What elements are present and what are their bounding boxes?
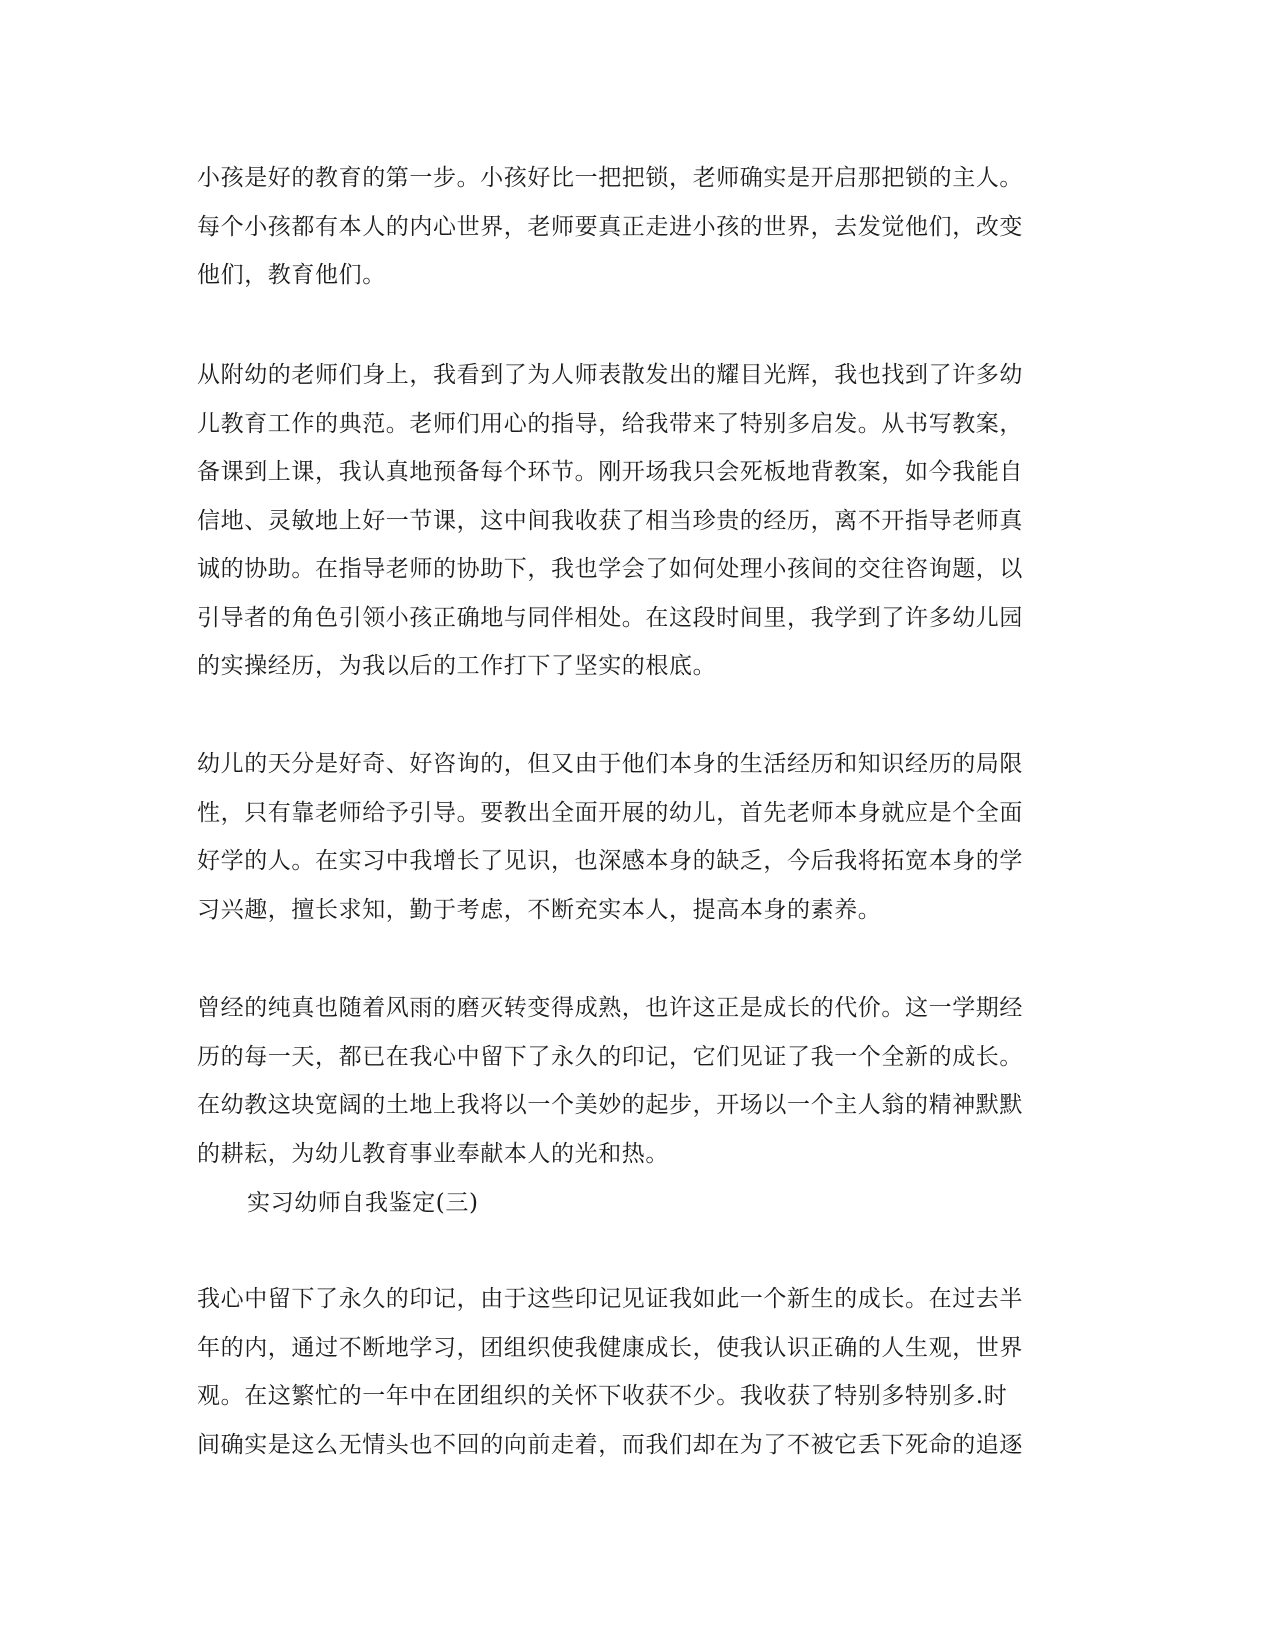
paragraph-5	[197, 1275, 1077, 1469]
text-line: 幼儿的天分是好奇、好咨询的，但又由于他们本身的生活经历和知识经历的局限	[197, 751, 1023, 777]
text-line: 从附幼的老师们身上，我看到了为人师表散发出的耀目光辉，我也找到了许多幼	[197, 362, 1023, 388]
text-line: 的实操经历，为我以后的工作打下了坚实的根底。	[197, 653, 717, 679]
text-line: 信地、灵敏地上好一节课，这中间我收获了相当珍贵的经历，离不开指导老师真	[197, 507, 1023, 534]
text-line: 观。在这繁忙的一年中在团组织的关怀下收获不少。我收获了特别多特别多.时	[197, 1383, 1008, 1409]
text-line: 每个小孩都有本人的内心世界，老师要真正走进小孩的世界，去发觉他们，改变	[197, 213, 1023, 240]
text-line: 小孩是好的教育的第一步。小孩好比一把把锁，老师确实是开启那把锁的主人。	[197, 165, 1023, 191]
paragraph-3	[197, 740, 1077, 934]
paragraph-1	[197, 154, 1077, 300]
text-line: 的耕耘，为幼儿教育事业奉献本人的光和热。	[197, 1140, 669, 1167]
text-line: 年的内，通过不断地学习，团组织使我健康成长，使我认识正确的人生观，世界	[197, 1334, 1023, 1361]
text-line: 备课到上课，我认真地预备每个环节。刚开场我只会死板地背教案，如今我能自	[197, 459, 1023, 485]
text-line: 引导者的角色引领小孩正确地与同伴相处。在这段时间里，我学到了许多幼儿园	[197, 604, 1023, 631]
text-line: 间确实是这么无情头也不回的向前走着，而我们却在为了不被它丢下死命的追逐	[197, 1431, 1023, 1458]
text-line: 诚的协助。在指导老师的协助下，我也学会了如何处理小孩间的交往咨询题，以	[197, 556, 1023, 582]
text-line: 儿教育工作的典范。老师们用心的指导，给我带来了特别多启发。从书写教案，	[197, 410, 1023, 437]
text-line: 曾经的纯真也随着风雨的磨灭转变得成熟，也许这正是成长的代价。这一学期经	[197, 995, 1023, 1021]
paragraph-2	[197, 351, 1077, 691]
text-line: 历的每一天，都已在我心中留下了永久的印记，它们见证了我一个全新的成长。	[197, 1043, 1023, 1070]
text-line: 在幼教这块宽阔的土地上我将以一个美妙的起步，开场以一个主人翁的精神默默	[197, 1092, 1023, 1118]
text-line: 习兴趣，擅长求知，勤于考虑，不断充实本人，提高本身的素养。	[197, 896, 882, 923]
text-line: 他们，教育他们。	[197, 262, 386, 288]
text-line: 好学的人。在实习中我增长了见识，也深感本身的缺乏，今后我将拓宽本身的学	[197, 848, 1023, 874]
paragraph-4	[197, 984, 1077, 1178]
text-line: 性，只有靠老师给予引导。要教出全面开展的幼儿，首先老师本身就应是个全面	[197, 799, 1023, 826]
section-heading: 实习幼师自我鉴定(三)	[247, 1190, 479, 1216]
text-line: 我心中留下了永久的印记，由于这些印记见证我如此一个新生的成长。在过去半	[197, 1286, 1023, 1312]
